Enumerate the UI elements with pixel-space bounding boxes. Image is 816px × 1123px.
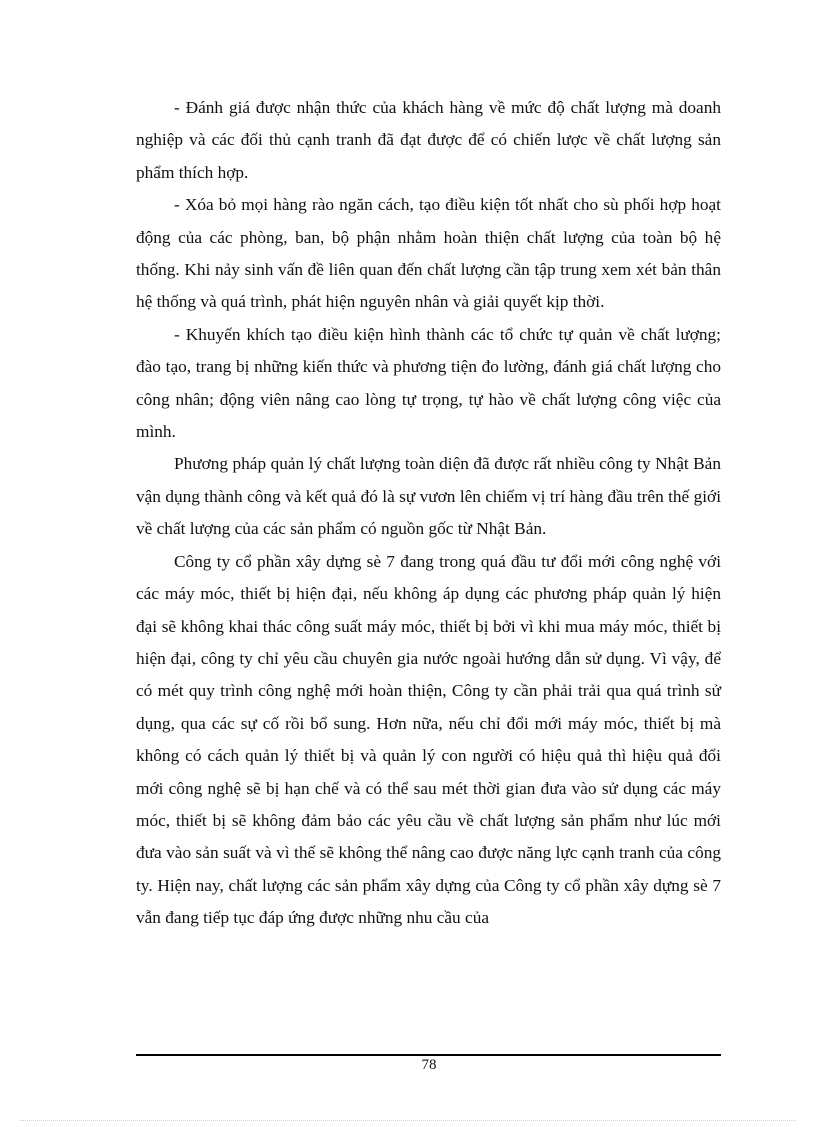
page-number: 78 xyxy=(421,1057,437,1073)
page-boundary-divider xyxy=(20,1120,796,1121)
paragraph-bullet-encourage-self-management: - Khuyến khích tạo điều kiện hình thành các tổ chức tự quản về chất lượng; đào tạo, trang bị những kiến thức và phương tiện đo lường, đánh giá chất lượng cho công nhân; động viên nâng cao lòng tự trọng, tự hào về chất lượng công việc của mình. xyxy=(136,324,721,442)
paragraph-company-technology: Công ty cổ phần xây dựng sè 7 đang trong quá đầu tư đổi mới công nghệ với các máy móc, thiết bị hiện đại, nếu không áp dụng các phương pháp quản lý hiện đại sẽ không khai thác công suất máy móc, thiết bị bởi vì khi mua máy móc, thiết bị hiện đại, công ty chỉ yêu cầu chuyên gia nước ngoài hướng dẫn sử dụng. Vì vậy, để có mét quy trình công nghệ mới hoàn thiện, Công ty cần phải trải qua quá trình sử dụng, qua các sự cố rồi bổ sung. Hơn nữa, nếu chỉ đổi mới máy móc, thiết bị mà không có cách quản lý thiết bị và quản lý con người có hiệu quả thì hiệu quả đổi mới công nghệ sẽ bị hạn chế và có thể sau mét thời gian đưa vào sử dụng các máy móc, thiết bị sẽ không đảm bảo các yêu cầu về chất lượng sản phẩm như lúc mới đưa vào sản suất và vì thế sẽ không thể nâng cao được năng lực cạnh tranh của công ty. Hiện nay, chất lượng các sản phẩm xây dựng của Công ty cổ phần xây dựng sè 7 vẫn đang tiếp tục đáp ứng được những nhu cầu của xyxy=(136,551,721,928)
page-body xyxy=(136,92,721,935)
paragraph-bullet-evaluate-customer-perception: - Đánh giá được nhận thức của khách hàng về mức độ chất lượng mà doanh nghiệp và các đối thủ cạnh tranh đã đạt được để có chiến lược về chất lượng sản phẩm thích hợp. xyxy=(136,98,721,182)
paragraph-bullet-remove-barriers: - Xóa bỏ mọi hàng rào ngăn cách, tạo điều kiện tốt nhất cho sù phối hợp hoạt động của các phòng, ban, bộ phận nhằm hoàn thiện chất lượng của toàn bộ hệ thống. Khi nảy sinh vấn đề liên quan đến chất lượng cần tập trung xem xét bản thân hệ thống và quá trình, phát hiện nguyên nhân và giải quyết kịp thời. xyxy=(136,195,721,312)
paragraph-tqm-japan: Phương pháp quản lý chất lượng toàn diện đã được rất nhiều công ty Nhật Bản vận dụng thành công và kết quả đó là sự vươn lên chiếm vị trí hàng đầu trên thế giới về chất lượng của các sản phẩm có nguồn gốc từ Nhật Bản. xyxy=(136,454,721,539)
